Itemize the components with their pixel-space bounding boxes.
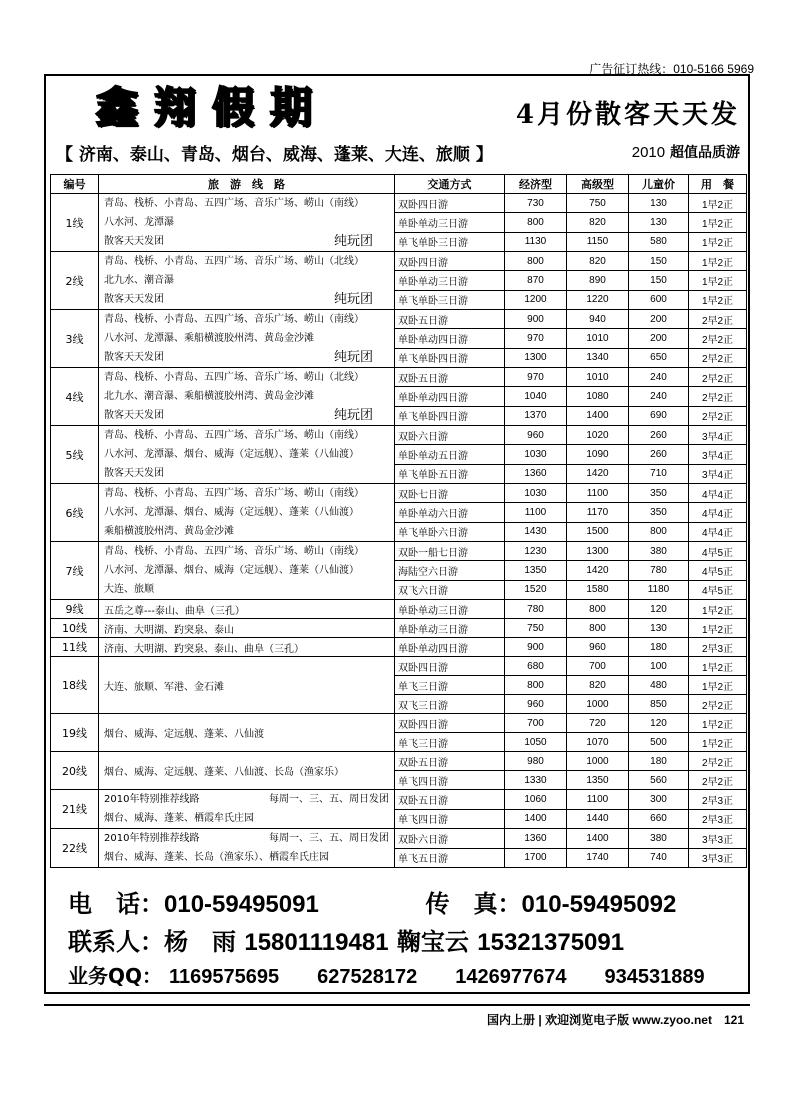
- departure-schedule: 每周一、三、五、周日发团: [269, 833, 389, 844]
- brand-logo: 鑫翔假期: [96, 83, 329, 132]
- special-route-title: 2010年特别推荐线路: [104, 794, 200, 805]
- transport-cell: 双卧四日游: [395, 194, 505, 213]
- premium-price-cell: 1100: [567, 484, 629, 503]
- route-line-text: 散客天天发团: [104, 468, 164, 479]
- meals-cell: 1早2正: [689, 676, 747, 695]
- child-price-cell: 850: [629, 695, 689, 714]
- contact-phone-line: [68, 884, 676, 919]
- transport-cell: 双卧四日游: [395, 252, 505, 271]
- transport-cell: 单卧单动四日游: [395, 638, 505, 657]
- meals-cell: 4早4正: [689, 503, 747, 522]
- child-price-cell: 240: [629, 368, 689, 387]
- route-number-cell: 11线: [51, 638, 99, 657]
- child-price-cell: 130: [629, 619, 689, 638]
- transport-cell: 单飞单卧六日游: [395, 522, 505, 541]
- premium-price-cell: 890: [567, 271, 629, 290]
- route-description-cell: 五岳之尊---泰山、曲阜（三孔）: [99, 600, 395, 619]
- table-row: [51, 542, 747, 561]
- premium-price-cell: 1440: [567, 809, 629, 829]
- meals-cell: 3早3正: [689, 848, 747, 868]
- child-price-cell: 100: [629, 657, 689, 676]
- child-price-cell: 560: [629, 771, 689, 790]
- main-frame: [44, 74, 750, 994]
- premium-price-cell: 700: [567, 657, 629, 676]
- child-price-cell: 130: [629, 194, 689, 213]
- child-price-cell: 780: [629, 561, 689, 580]
- premium-price-cell: 1220: [567, 290, 629, 309]
- route-number-cell: 18线: [51, 657, 99, 714]
- route-number-cell: 2线: [51, 252, 99, 310]
- economy-price-cell: 960: [505, 426, 567, 445]
- route-number-cell: 21线: [51, 790, 99, 829]
- transport-cell: 单飞单卧四日游: [395, 348, 505, 367]
- economy-price-cell: 1050: [505, 733, 567, 752]
- meals-cell: 2早2正: [689, 752, 747, 771]
- economy-price-cell: 960: [505, 695, 567, 714]
- economy-price-cell: 1030: [505, 445, 567, 464]
- routes-table: [50, 174, 747, 868]
- meals-cell: 2早2正: [689, 695, 747, 714]
- route-line-text: 青岛、栈桥、小青岛、五四广场、音乐广场、崂山（南线）: [104, 198, 364, 209]
- premium-price-cell: 1420: [567, 464, 629, 483]
- economy-price-cell: 1360: [505, 829, 567, 849]
- premium-price-cell: 1000: [567, 752, 629, 771]
- route-number-cell: 22线: [51, 829, 99, 868]
- child-price-cell: 350: [629, 503, 689, 522]
- child-price-cell: 150: [629, 252, 689, 271]
- child-price-cell: 500: [629, 733, 689, 752]
- route-line-text: 烟台、威海、蓬莱、长岛（渔家乐）、栖霞牟氏庄园: [104, 852, 329, 863]
- child-price-cell: 690: [629, 406, 689, 425]
- economy-price-cell: 800: [505, 213, 567, 232]
- premium-price-cell: 960: [567, 638, 629, 657]
- qq-number: 1169575695: [168, 966, 280, 988]
- page-footer: [44, 1004, 750, 1027]
- economy-price-cell: 970: [505, 329, 567, 348]
- cities-list: 【 济南、泰山、青岛、烟台、威海、蓬莱、大连、旅顺 】: [56, 145, 493, 165]
- economy-price-cell: 970: [505, 368, 567, 387]
- route-description-cell: [99, 310, 395, 368]
- qq-number: 627528172: [317, 966, 418, 988]
- qq-number: 1426977674: [455, 966, 567, 988]
- meals-cell: 1早2正: [689, 232, 747, 251]
- table-row: [51, 194, 747, 213]
- economy-price-cell: 1200: [505, 290, 567, 309]
- child-price-cell: 200: [629, 329, 689, 348]
- route-description-cell: [99, 790, 395, 829]
- route-line-text: 八水河、龙潭瀑、烟台、威海（定远舰）、蓬莱（八仙渡）: [104, 449, 359, 460]
- route-line-text: 青岛、栈桥、小青岛、五四广场、音乐广场、崂山（南线）: [104, 546, 364, 557]
- transport-cell: 双卧五日游: [395, 368, 505, 387]
- route-number-cell: 9线: [51, 600, 99, 619]
- economy-price-cell: 800: [505, 252, 567, 271]
- table-row: [51, 752, 747, 771]
- transport-cell: 单飞单卧四日游: [395, 406, 505, 425]
- transport-cell: 双卧四日游: [395, 657, 505, 676]
- premium-price-cell: 1170: [567, 503, 629, 522]
- premium-price-cell: 820: [567, 252, 629, 271]
- transport-cell: 双卧五日游: [395, 790, 505, 810]
- col-header: 高级型: [567, 175, 629, 194]
- phone-label: 电 话：: [68, 890, 164, 918]
- transport-cell: 单卧单动四日游: [395, 329, 505, 348]
- person-2-phone: 15321375091: [477, 929, 625, 956]
- premium-price-cell: 1150: [567, 232, 629, 251]
- meals-cell: 1早2正: [689, 600, 747, 619]
- economy-price-cell: 1130: [505, 232, 567, 251]
- route-line-text: 北九水、潮音瀑、乘船横渡胶州湾、黄岛金沙滩: [104, 391, 314, 402]
- child-price-cell: 150: [629, 271, 689, 290]
- qq-number: 934531889: [604, 966, 705, 988]
- premium-price-cell: 1100: [567, 790, 629, 810]
- table-row: [51, 790, 747, 810]
- meals-cell: 2早2正: [689, 387, 747, 406]
- person-2-name: 鞠宝云: [396, 928, 469, 956]
- meals-cell: 1早2正: [689, 733, 747, 752]
- child-price-cell: 120: [629, 600, 689, 619]
- route-description-cell: 大连、旅顺、军港、金石滩: [99, 657, 395, 714]
- route-tag: 纯玩团: [333, 292, 373, 307]
- route-number-cell: 4线: [51, 368, 99, 426]
- route-line-text: 散客天天发团: [104, 294, 164, 305]
- child-price-cell: 740: [629, 848, 689, 868]
- route-line-text: 青岛、栈桥、小青岛、五四广场、音乐广场、崂山（北线）: [104, 256, 364, 267]
- child-price-cell: 120: [629, 714, 689, 733]
- meals-cell: 4早4正: [689, 484, 747, 503]
- premium-price-cell: 800: [567, 600, 629, 619]
- route-line-text: [104, 348, 389, 367]
- fax-label: 传 真：: [425, 890, 522, 918]
- premium-price-cell: 1580: [567, 580, 629, 599]
- economy-price-cell: 1330: [505, 771, 567, 790]
- route-line-text: 青岛、栈桥、小青岛、五四广场、音乐广场、崂山（南线）: [104, 430, 364, 441]
- premium-price-cell: 1350: [567, 771, 629, 790]
- transport-cell: 单飞四日游: [395, 771, 505, 790]
- transport-cell: 单飞三日游: [395, 676, 505, 695]
- child-price-cell: 580: [629, 232, 689, 251]
- route-line-text: 散客天天发团: [104, 410, 164, 421]
- child-price-cell: 380: [629, 542, 689, 561]
- quality-year: 2010: [631, 144, 666, 161]
- meals-cell: 4早5正: [689, 561, 747, 580]
- premium-price-cell: 720: [567, 714, 629, 733]
- route-description-cell: [99, 829, 395, 868]
- transport-cell: 单飞五日游: [395, 848, 505, 868]
- meals-cell: 2早3正: [689, 790, 747, 810]
- route-tag: 纯玩团: [333, 350, 373, 365]
- contact-qq-line: [68, 960, 705, 989]
- route-tag: 纯玩团: [333, 408, 373, 423]
- table-row: [51, 657, 747, 676]
- transport-cell: 单卧单动三日游: [395, 619, 505, 638]
- route-description-cell: [99, 426, 395, 484]
- meals-cell: 3早4正: [689, 445, 747, 464]
- col-header: 编号: [51, 175, 99, 194]
- route-line-text: 散客天天发团: [104, 236, 164, 247]
- route-line-text: 八水河、龙潭瀑、乘船横渡胶州湾、黄岛金沙滩: [104, 333, 314, 344]
- child-price-cell: 240: [629, 387, 689, 406]
- route-description-cell: 济南、大明湖、趵突泉、泰山、曲阜（三孔）: [99, 638, 395, 657]
- premium-price-cell: 1090: [567, 445, 629, 464]
- transport-cell: 单飞单卧五日游: [395, 464, 505, 483]
- economy-price-cell: 1370: [505, 406, 567, 425]
- meals-cell: 1早2正: [689, 271, 747, 290]
- economy-price-cell: 870: [505, 271, 567, 290]
- meals-cell: 1早2正: [689, 290, 747, 309]
- meals-cell: 2早2正: [689, 310, 747, 329]
- transport-cell: 双卧六日游: [395, 829, 505, 849]
- economy-price-cell: 1360: [505, 464, 567, 483]
- premium-price-cell: 1070: [567, 733, 629, 752]
- economy-price-cell: 780: [505, 600, 567, 619]
- premium-price-cell: 1500: [567, 522, 629, 541]
- col-header: 儿童价: [629, 175, 689, 194]
- premium-price-cell: 820: [567, 676, 629, 695]
- child-price-cell: 180: [629, 638, 689, 657]
- route-description-cell: 济南、大明湖、趵突泉、泰山: [99, 619, 395, 638]
- route-line-text: [104, 406, 389, 425]
- child-price-cell: 480: [629, 676, 689, 695]
- route-line-text: [104, 290, 389, 309]
- premium-price-cell: 800: [567, 619, 629, 638]
- transport-cell: 双卧七日游: [395, 484, 505, 503]
- meals-cell: 2早2正: [689, 329, 747, 348]
- quality-label: [632, 142, 740, 162]
- meals-cell: 1早2正: [689, 657, 747, 676]
- transport-cell: 双卧四日游: [395, 714, 505, 733]
- premium-price-cell: 1000: [567, 695, 629, 714]
- child-price-cell: 800: [629, 522, 689, 541]
- economy-price-cell: 1230: [505, 542, 567, 561]
- route-line-text: 青岛、栈桥、小青岛、五四广场、音乐广场、崂山（南线）: [104, 488, 364, 499]
- table-row: [51, 714, 747, 733]
- meals-cell: 1早2正: [689, 194, 747, 213]
- route-line-text: 青岛、栈桥、小青岛、五四广场、音乐广场、崂山（北线）: [104, 372, 364, 383]
- route-number-cell: 10线: [51, 619, 99, 638]
- transport-cell: 单卧单动三日游: [395, 600, 505, 619]
- meals-cell: 2早2正: [689, 771, 747, 790]
- route-description-cell: 烟台、威海、定远舰、蓬莱、八仙渡: [99, 714, 395, 752]
- contact-person-line: [68, 922, 624, 957]
- premium-price-cell: 1020: [567, 426, 629, 445]
- route-line-text: [104, 790, 389, 809]
- transport-cell: 双飞三日游: [395, 695, 505, 714]
- meals-cell: 2早2正: [689, 368, 747, 387]
- premium-price-cell: 1340: [567, 348, 629, 367]
- economy-price-cell: 900: [505, 638, 567, 657]
- table-row: [51, 484, 747, 503]
- meals-cell: 2早3正: [689, 638, 747, 657]
- economy-price-cell: 1060: [505, 790, 567, 810]
- economy-price-cell: 750: [505, 619, 567, 638]
- quality-text: 超值品质游: [670, 145, 740, 161]
- economy-price-cell: 700: [505, 714, 567, 733]
- route-description-cell: [99, 252, 395, 310]
- route-tag: 纯玩团: [333, 234, 373, 249]
- child-price-cell: 260: [629, 445, 689, 464]
- transport-cell: 单卧单动五日游: [395, 445, 505, 464]
- col-header: 旅 游 线 路: [99, 175, 395, 194]
- route-number-cell: 5线: [51, 426, 99, 484]
- route-line-text: 大连、旅顺: [104, 584, 154, 595]
- transport-cell: 单卧单动三日游: [395, 271, 505, 290]
- table-header-row: [51, 175, 747, 194]
- route-line-text: 八水河、龙潭瀑、烟台、威海（定远舰）、蓬莱（八仙渡）: [104, 507, 359, 518]
- transport-cell: 双卧一船七日游: [395, 542, 505, 561]
- meals-cell: 1早2正: [689, 619, 747, 638]
- economy-price-cell: 1400: [505, 809, 567, 829]
- table-row: [51, 829, 747, 849]
- col-header: 用 餐: [689, 175, 747, 194]
- table-row: [51, 638, 747, 657]
- child-price-cell: 1180: [629, 580, 689, 599]
- transport-cell: 双卧五日游: [395, 310, 505, 329]
- route-description-cell: 烟台、威海、定远舰、蓬莱、八仙渡、长岛（渔家乐）: [99, 752, 395, 790]
- route-line-text: 北九水、潮音瀑: [104, 275, 174, 286]
- person-1-name: 杨 雨: [164, 928, 236, 956]
- transport-cell: 单飞四日游: [395, 809, 505, 829]
- fax-number: 010-59495092: [521, 891, 677, 918]
- person-label: 联系人：: [68, 928, 164, 956]
- route-description-cell: [99, 484, 395, 542]
- child-price-cell: 380: [629, 829, 689, 849]
- meals-cell: 4早4正: [689, 522, 747, 541]
- premium-price-cell: 940: [567, 310, 629, 329]
- route-number-cell: 20线: [51, 752, 99, 790]
- table-row: [51, 426, 747, 445]
- transport-cell: 单飞三日游: [395, 733, 505, 752]
- route-number-cell: 19线: [51, 714, 99, 752]
- qq-label: 业务QQ：: [68, 964, 163, 988]
- transport-cell: 单飞单卧三日游: [395, 290, 505, 309]
- economy-price-cell: 980: [505, 752, 567, 771]
- route-line-text: 烟台、威海、蓬莱、栖霞牟氏庄园: [104, 813, 254, 824]
- transport-cell: 双飞六日游: [395, 580, 505, 599]
- economy-price-cell: 1030: [505, 484, 567, 503]
- route-line-text: 八水河、龙潭瀑: [104, 217, 174, 228]
- person-1-phone: 15801119481: [244, 929, 389, 956]
- economy-price-cell: 680: [505, 657, 567, 676]
- route-number-cell: 3线: [51, 310, 99, 368]
- route-description-cell: [99, 194, 395, 252]
- route-number-cell: 1线: [51, 194, 99, 252]
- child-price-cell: 200: [629, 310, 689, 329]
- premium-price-cell: 1400: [567, 406, 629, 425]
- route-line-text: [104, 829, 389, 848]
- transport-cell: 双卧六日游: [395, 426, 505, 445]
- transport-cell: 单卧单动六日游: [395, 503, 505, 522]
- route-number-cell: 7线: [51, 542, 99, 600]
- footer-text: 国内上册 | 欢迎浏览电子版 www.zyoo.net 121: [487, 1013, 744, 1027]
- meals-cell: 2早2正: [689, 406, 747, 425]
- meals-cell: 4早5正: [689, 542, 747, 561]
- col-header: 交通方式: [395, 175, 505, 194]
- transport-cell: 单卧单动四日游: [395, 387, 505, 406]
- table-row: [51, 619, 747, 638]
- meals-cell: 4早5正: [689, 580, 747, 599]
- route-line-text: 散客天天发团: [104, 352, 164, 363]
- economy-price-cell: 1700: [505, 848, 567, 868]
- route-description-cell: [99, 368, 395, 426]
- transport-cell: 双卧五日游: [395, 752, 505, 771]
- premium-price-cell: 1740: [567, 848, 629, 868]
- child-price-cell: 350: [629, 484, 689, 503]
- child-price-cell: 180: [629, 752, 689, 771]
- table-row: [51, 310, 747, 329]
- child-price-cell: 130: [629, 213, 689, 232]
- premium-price-cell: 1010: [567, 329, 629, 348]
- departure-schedule: 每周一、三、五、周日发团: [269, 794, 389, 805]
- route-line-text: 青岛、栈桥、小青岛、五四广场、音乐广场、崂山（南线）: [104, 314, 364, 325]
- economy-price-cell: 900: [505, 310, 567, 329]
- child-price-cell: 260: [629, 426, 689, 445]
- economy-price-cell: 1350: [505, 561, 567, 580]
- col-header: 经济型: [505, 175, 567, 194]
- premium-price-cell: 1420: [567, 561, 629, 580]
- meals-cell: 3早4正: [689, 426, 747, 445]
- transport-cell: 单飞单卧三日游: [395, 232, 505, 251]
- economy-price-cell: 1100: [505, 503, 567, 522]
- economy-price-cell: 800: [505, 676, 567, 695]
- meals-cell: 3早3正: [689, 829, 747, 849]
- premium-price-cell: 820: [567, 213, 629, 232]
- premium-price-cell: 1400: [567, 829, 629, 849]
- economy-price-cell: 1520: [505, 580, 567, 599]
- child-price-cell: 300: [629, 790, 689, 810]
- route-line-text: 八水河、龙潭瀑、烟台、威海（定远舰）、蓬莱（八仙渡）: [104, 565, 359, 576]
- economy-price-cell: 1300: [505, 348, 567, 367]
- transport-cell: 单卧单动三日游: [395, 213, 505, 232]
- child-price-cell: 600: [629, 290, 689, 309]
- transport-cell: 海陆空六日游: [395, 561, 505, 580]
- child-price-cell: 710: [629, 464, 689, 483]
- route-number-cell: 6线: [51, 484, 99, 542]
- table-row: [51, 252, 747, 271]
- meals-cell: 2早2正: [689, 348, 747, 367]
- meals-cell: 1早2正: [689, 714, 747, 733]
- meals-cell: 1早2正: [689, 252, 747, 271]
- meals-cell: 2早3正: [689, 809, 747, 829]
- page-subtitle: 4月份散客天天发: [515, 100, 740, 130]
- economy-price-cell: 730: [505, 194, 567, 213]
- premium-price-cell: 1300: [567, 542, 629, 561]
- ad-hotline: 广告征订热线：010-5166 5969: [589, 62, 754, 76]
- meals-cell: 1早2正: [689, 213, 747, 232]
- table-row: [51, 600, 747, 619]
- route-line-text: 乘船横渡胶州湾、黄岛金沙滩: [104, 526, 234, 537]
- premium-price-cell: 1080: [567, 387, 629, 406]
- child-price-cell: 650: [629, 348, 689, 367]
- special-route-title: 2010年特别推荐线路: [104, 833, 200, 844]
- table-row: [51, 368, 747, 387]
- premium-price-cell: 750: [567, 194, 629, 213]
- premium-price-cell: 1010: [567, 368, 629, 387]
- phone-number: 010-59495091: [164, 891, 319, 918]
- economy-price-cell: 1430: [505, 522, 567, 541]
- route-line-text: [104, 232, 389, 251]
- child-price-cell: 660: [629, 809, 689, 829]
- meals-cell: 3早4正: [689, 464, 747, 483]
- economy-price-cell: 1040: [505, 387, 567, 406]
- route-description-cell: [99, 542, 395, 600]
